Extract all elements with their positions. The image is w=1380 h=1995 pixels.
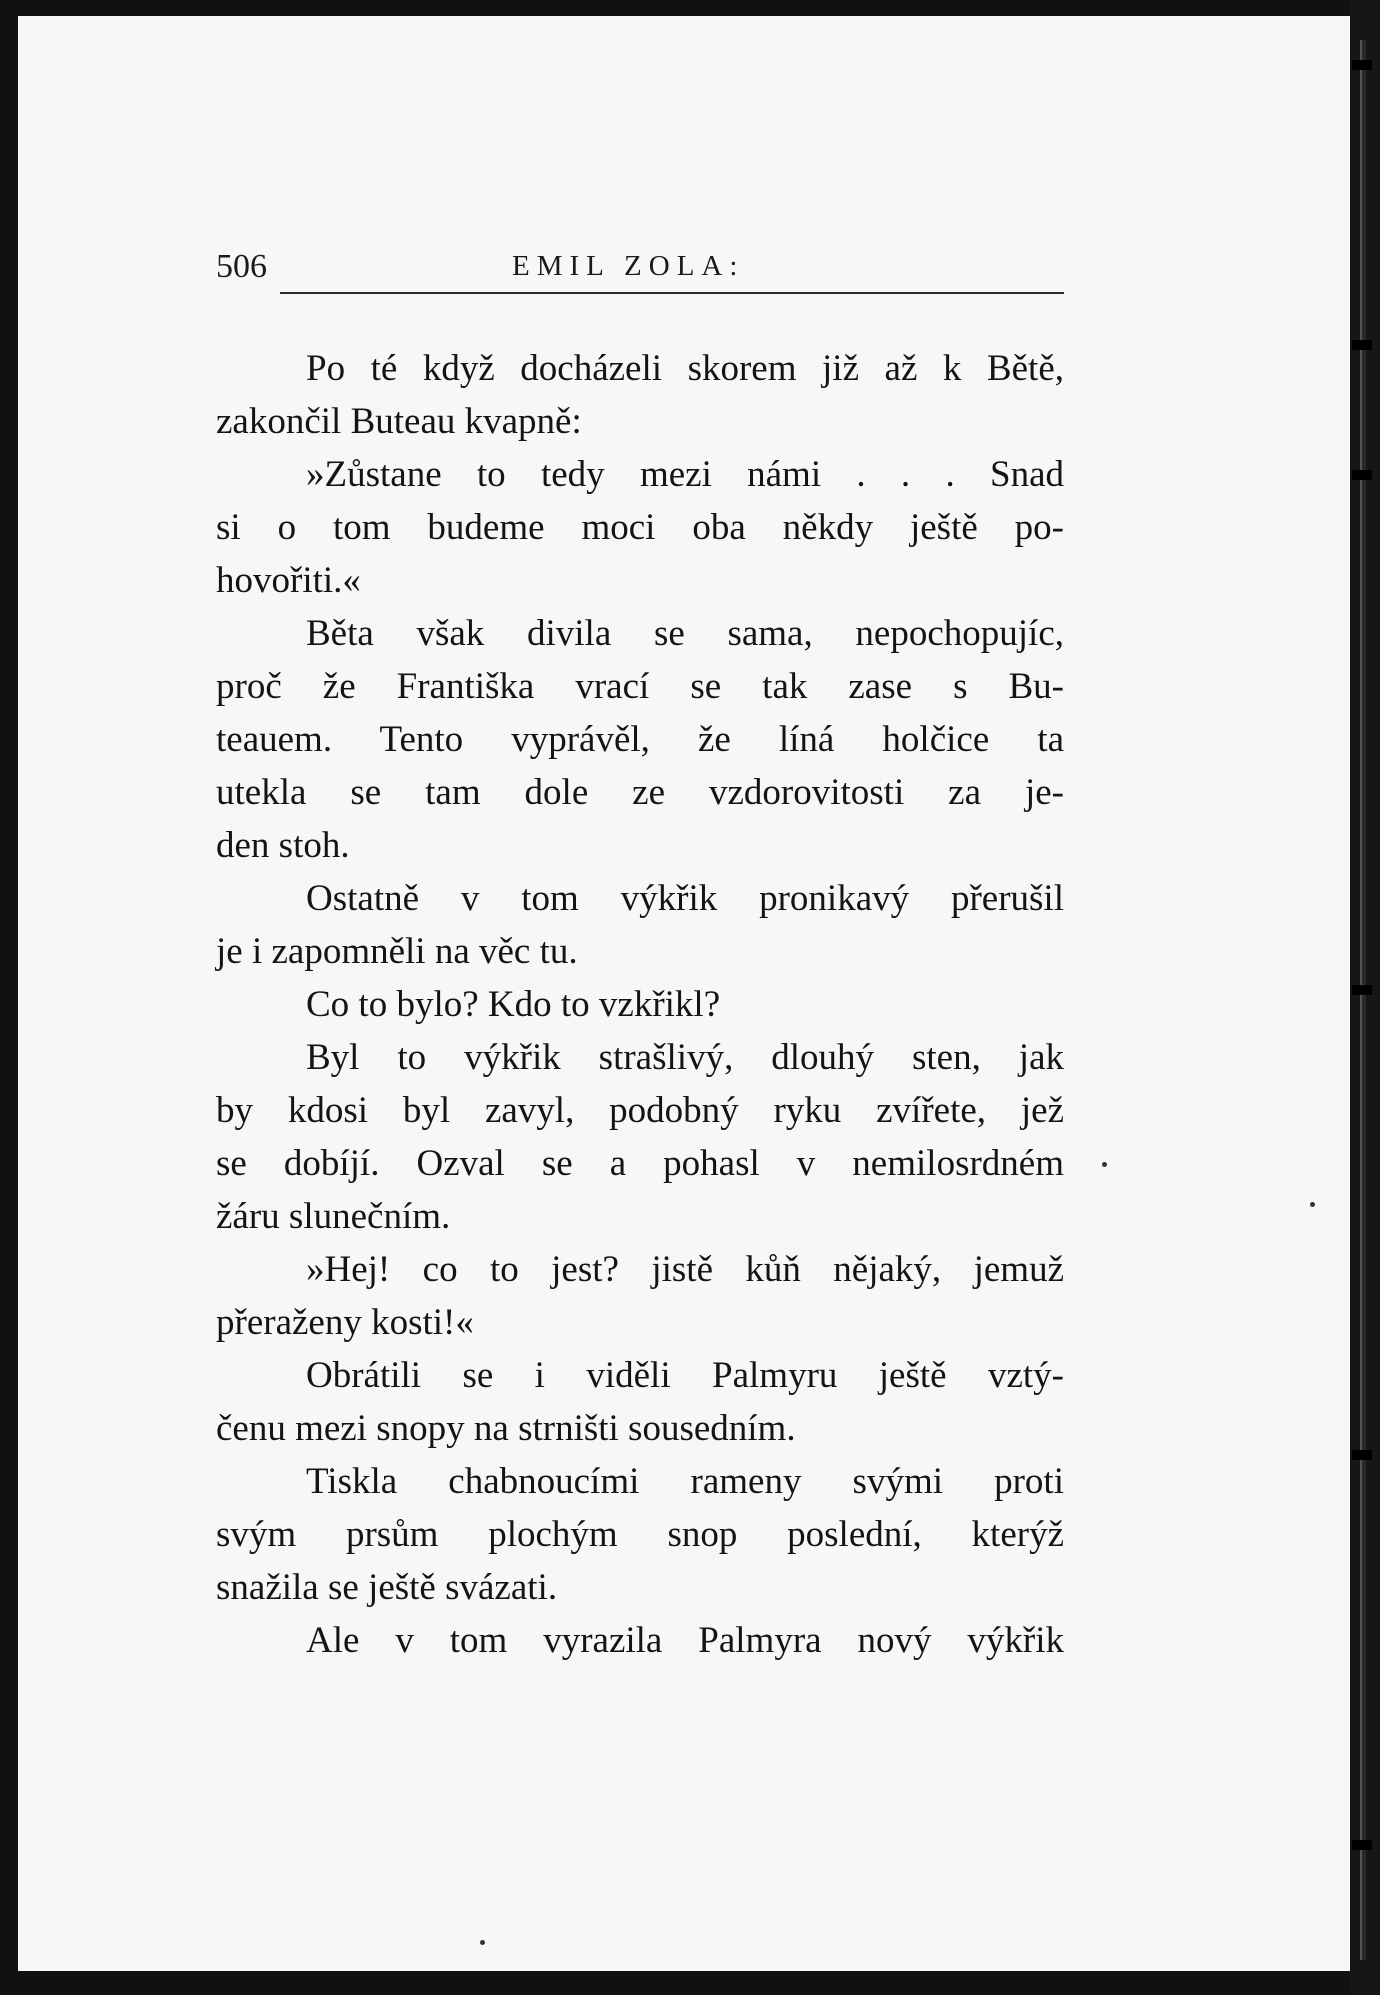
scan-edge-mark <box>1352 470 1372 480</box>
text-line: »Zůstane to tedy mezi námi . . . Snad <box>306 454 1064 495</box>
text-line: utekla se tam dole ze vzdorovitosti za je- <box>216 772 1064 813</box>
text-line: Co to bylo? Kdo to vzkřikl? <box>306 984 721 1025</box>
text-line: žáru slunečním. <box>216 1196 451 1237</box>
text-line: Byl to výkřik strašlivý, dlouhý sten, jak <box>306 1037 1064 1078</box>
page-header <box>200 246 1064 296</box>
text-line: snažila se ještě svázati. <box>216 1567 558 1608</box>
text-line: proč že Františka vrací se tak zase s Bu- <box>216 666 1064 707</box>
text-line: se dobíjí. Ozval se a pohasl v nemilosrdném <box>216 1143 1064 1184</box>
text-line: »Hej! co to jest? jistě kůň nějaký, jemuž <box>306 1249 1064 1290</box>
dust-speck <box>1102 1162 1107 1167</box>
text-line: den stoh. <box>216 825 350 866</box>
dust-speck <box>480 1940 485 1945</box>
text-line: teauem. Tento vyprávěl, že líná holčice ta <box>216 719 1064 760</box>
text-line: Obrátili se i viděli Palmyru ještě vztý- <box>306 1355 1064 1396</box>
text-line: si o tom budeme moci oba někdy ještě po- <box>216 507 1064 548</box>
text-line: by kdosi byl zavyl, podobný ryku zvířete, jež <box>216 1090 1064 1131</box>
text-line: Běta však divila se sama, nepochopujíc, <box>306 613 1064 654</box>
scan-edge-mark <box>1352 985 1372 995</box>
text-line: hovořiti.« <box>216 560 361 601</box>
scan-edge-line <box>1360 40 1366 1960</box>
text-line: je i zapomněli na věc tu. <box>216 931 578 972</box>
scan-edge-mark <box>1352 1840 1372 1850</box>
text-line: čenu mezi snopy na strništi sousedním. <box>216 1408 796 1449</box>
header-rule <box>218 292 1064 294</box>
text-line: přeraženy kosti!« <box>216 1302 474 1343</box>
text-line: Tiskla chabnoucími rameny svými proti <box>306 1461 1064 1502</box>
running-head: EMIL ZOLA: <box>512 250 745 282</box>
text-line: Po té když docházeli skorem již až k Bětě, <box>306 348 1064 389</box>
body-text <box>216 342 1064 1667</box>
scan-edge-mark <box>1352 340 1372 350</box>
page-number: 506 <box>216 248 267 285</box>
scan-edge-mark <box>1352 1450 1372 1460</box>
text-line: svým prsům plochým snop poslední, kterýž <box>216 1514 1064 1555</box>
text-line: Ostatně v tom výkřik pronikavý přerušil <box>306 878 1064 919</box>
scan-edge-mark <box>1352 60 1372 70</box>
text-line: zakončil Buteau kvapně: <box>216 401 582 442</box>
text-line: Ale v tom vyrazila Palmyra nový výkřik <box>306 1620 1064 1661</box>
dust-speck <box>1310 1202 1315 1207</box>
header-rule-gap <box>218 292 280 294</box>
